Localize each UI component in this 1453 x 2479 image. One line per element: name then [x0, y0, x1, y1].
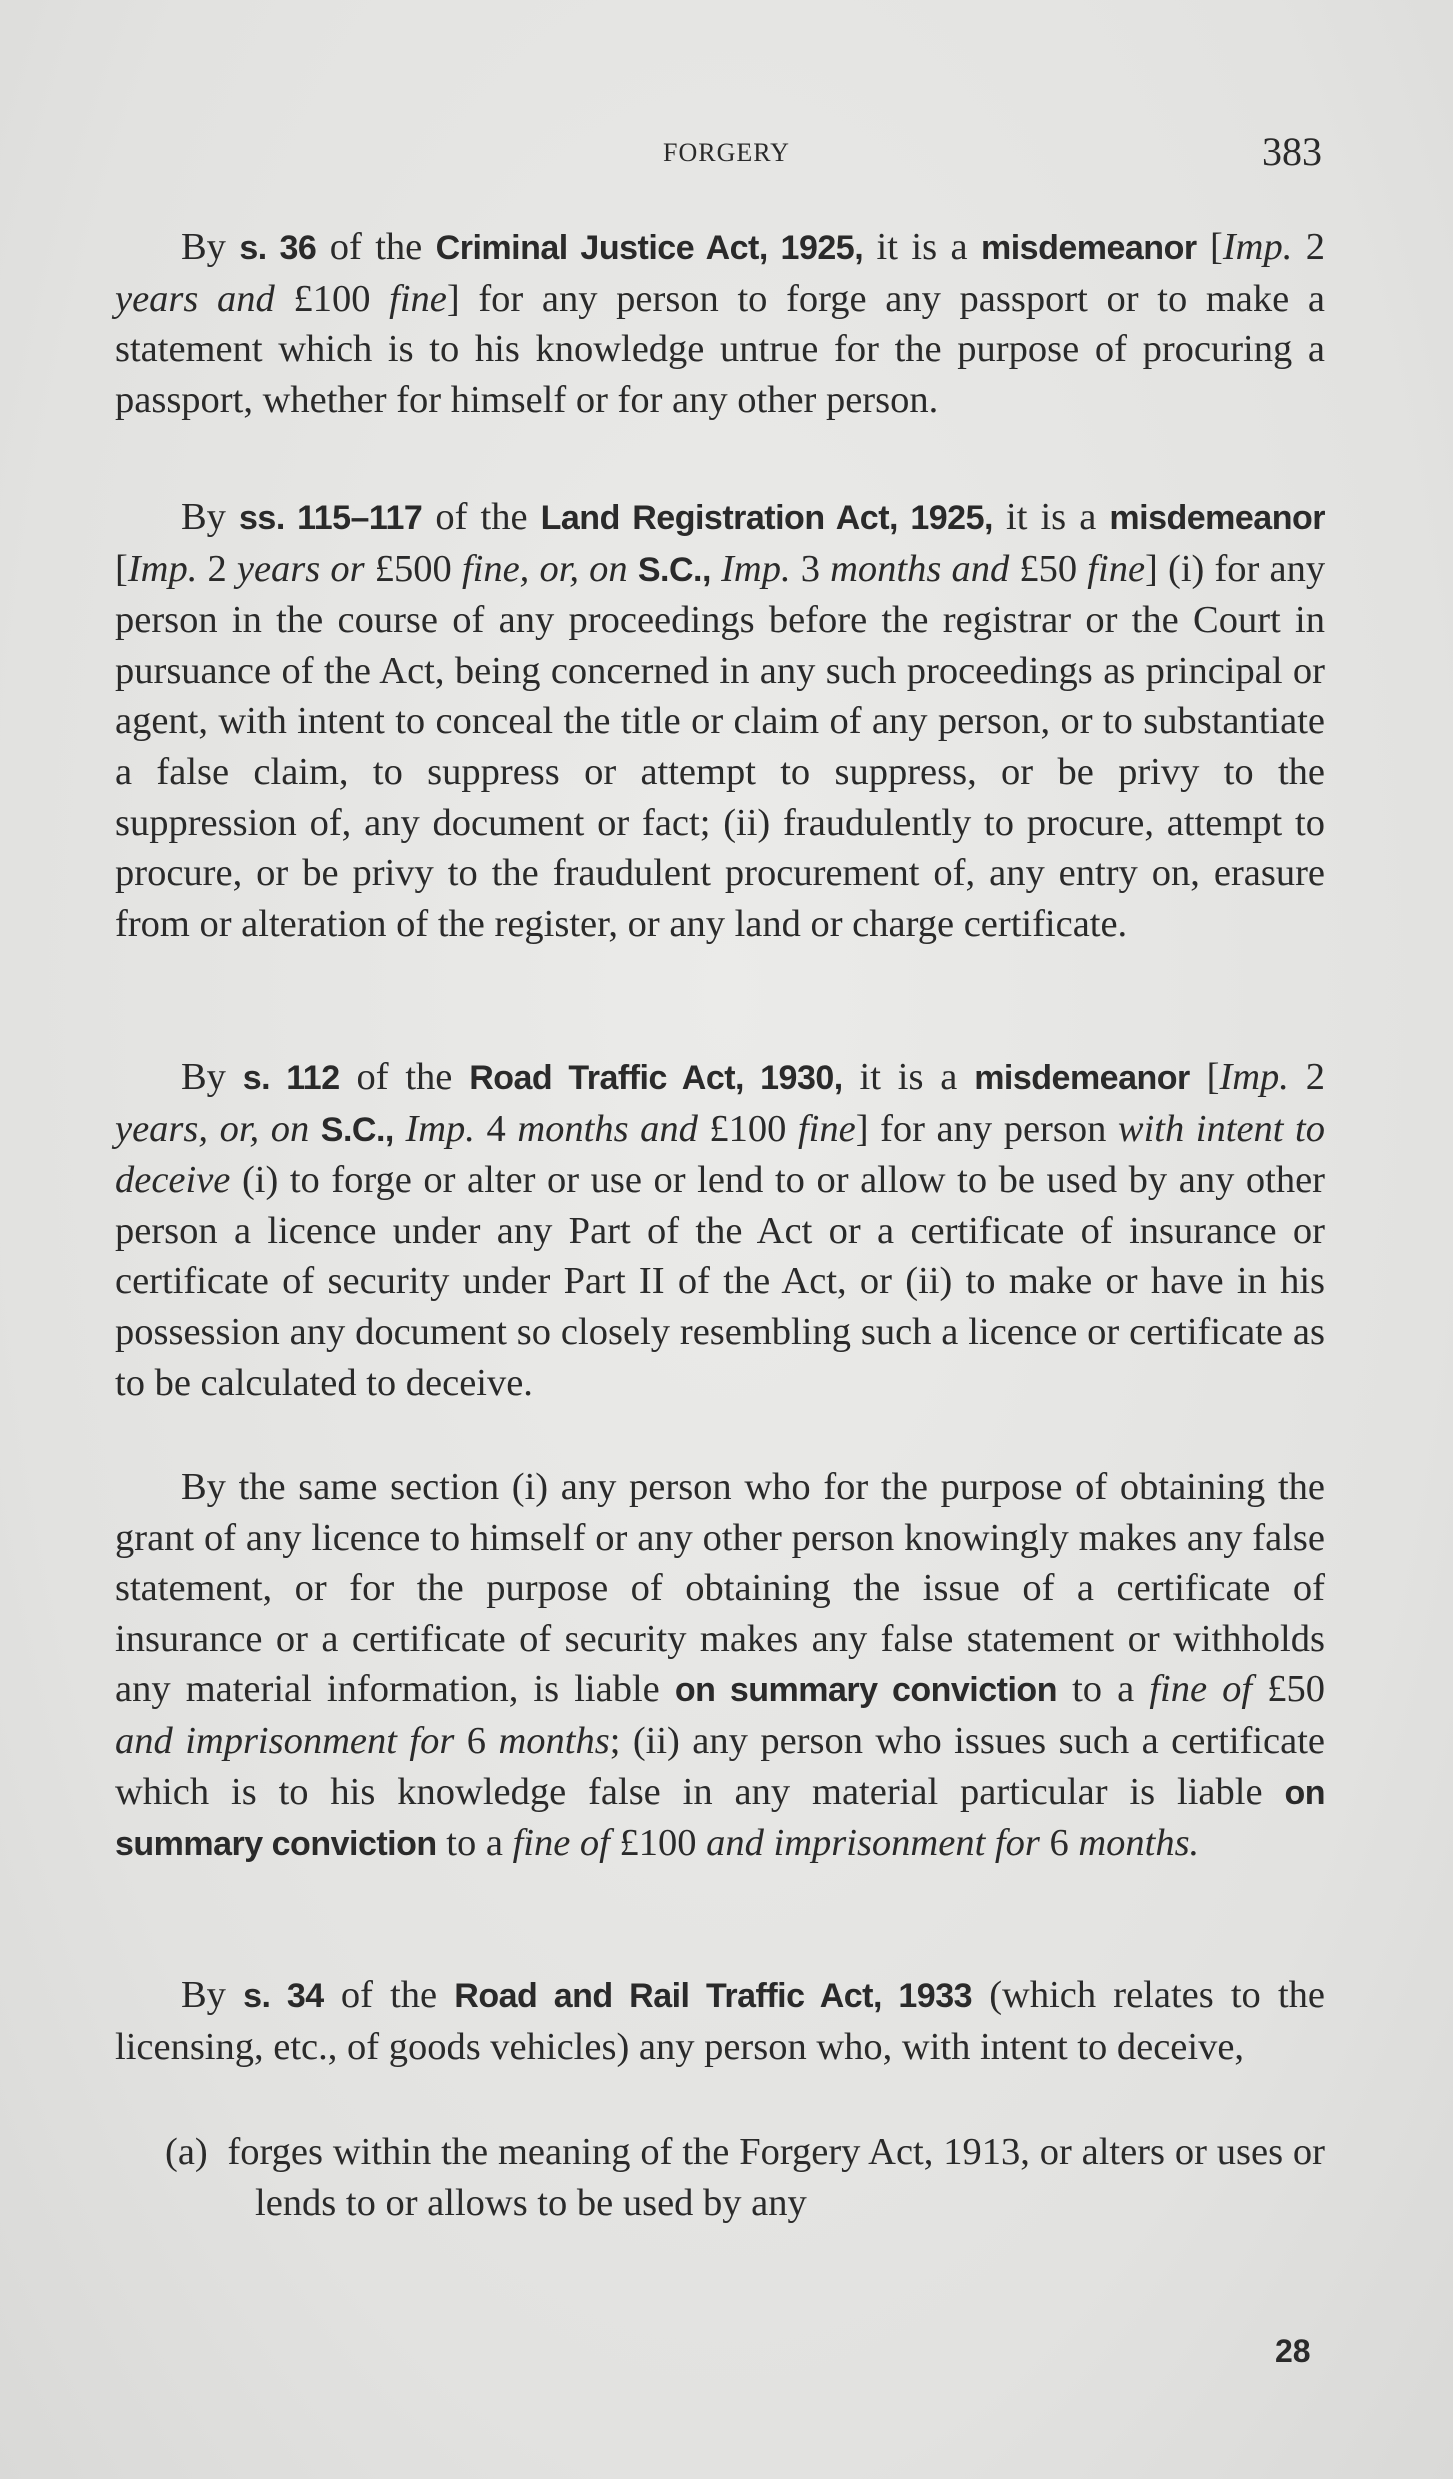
text-run: ] for any person to forge any passport or to make a statement which is to his knowledge untrue for the purpose of procuring a passport, whether for himself or for any other person.: [115, 277, 1325, 421]
italic-text: fine: [1087, 547, 1146, 590]
italic-text: months.: [1078, 1822, 1200, 1865]
paragraph-land-registration: [115, 492, 1325, 949]
paragraph-road-traffic: [115, 1052, 1325, 1408]
running-head: FORGERY: [663, 138, 790, 167]
bold-text: on summary conviction: [674, 1671, 1057, 1710]
text-run: it is a: [992, 496, 1110, 538]
italic-text: with intent to deceive: [115, 1107, 1325, 1202]
bold-text: on summary conviction: [115, 1773, 1325, 1864]
text-run: 6: [1039, 1822, 1079, 1865]
list-item-text: forges within the meaning of the Forgery Act, 1913, or alters or uses or lends to or allows to be used by any: [227, 2131, 1326, 2224]
italic-text: Imp.: [405, 1107, 475, 1150]
page-number: 383: [1262, 129, 1322, 174]
text-run: £100: [609, 1822, 707, 1865]
italic-text: years and: [115, 277, 275, 320]
bold-text: Land Registration Act, 1925,: [540, 499, 993, 537]
bold-text: s. 36: [239, 229, 317, 267]
list-item-a: [115, 2127, 1325, 2228]
italic-text: fine, or, on: [461, 547, 628, 590]
bold-text: Criminal Justice Act, 1925,: [435, 229, 864, 267]
text-run: £50: [1009, 547, 1088, 590]
text-run: [: [1196, 226, 1223, 268]
text-run: 6: [454, 1719, 499, 1762]
text-run: (which relates to the licensing, etc., of goods vehicles) any person who, with intent to deceive,: [115, 1974, 1325, 2068]
bold-text: ss. 115–117: [239, 499, 423, 537]
text-run: it is a: [842, 1056, 975, 1098]
text-run: By: [181, 1056, 243, 1098]
italic-text: and imprisonment for: [115, 1719, 455, 1762]
italic-text: months: [498, 1719, 610, 1762]
italic-text: Imp.: [127, 547, 198, 590]
italic-text: years, or, on: [115, 1107, 310, 1150]
text-run: it is a: [863, 226, 981, 268]
italic-text: months and: [517, 1107, 698, 1150]
italic-text: Imp.: [721, 547, 791, 590]
text-run: to a: [1056, 1668, 1150, 1711]
bold-text: misdemeanor: [974, 1059, 1190, 1097]
text-run: ] (i) for any person in the course of any proceedings before the registrar or the Court in pursuance of the Act, being concerned in any such proceedings as principal or agent, with intent to conceal the title or claim of any person, or to substantiate a false claim, to suppress or attempt to suppress, or be privy to the suppression of, any document or fact; (ii) fraudulently to procure, attempt to procure, or be privy to the fraudulent procurement of, any entry on, erasure from or alteration of the register, or any land or charge certificate.: [115, 547, 1326, 945]
text-run: £500: [364, 547, 462, 590]
text-run: ; (ii) any person who issues such a certificate which is to his knowledge false in any material particular is liable: [115, 1719, 1325, 1813]
text-run: of the: [339, 1056, 470, 1098]
bold-text: S.C.,: [637, 550, 711, 589]
list-marker: (a): [165, 2131, 208, 2173]
text-run: 2: [1288, 1056, 1326, 1098]
paragraph-same-section: [115, 1462, 1325, 1870]
italic-text: Imp.: [1222, 226, 1293, 268]
text-run: 4: [474, 1107, 518, 1150]
bold-text: Road Traffic Act, 1930,: [469, 1059, 843, 1097]
text-run: 3: [790, 547, 831, 590]
text-run: By the same section (i) any person who for the purpose of obtaining the grant of any licence to himself or any other person knowingly makes any false statement, or for the purpose of obtaining the issue of a certificate of insurance or a certificate of security makes any false statement or withholds any material information, is liable: [115, 1466, 1325, 1711]
bold-text: S.C.,: [320, 1110, 394, 1149]
text-run: 2: [1292, 226, 1325, 268]
text-run: £100: [274, 277, 390, 320]
bold-text: misdemeanor: [980, 229, 1197, 267]
text-run: By: [181, 1974, 244, 2016]
text-run: [394, 1108, 406, 1150]
italic-text: and imprisonment for: [706, 1822, 1040, 1865]
italic-text: fine of: [512, 1822, 610, 1865]
text-run: of the: [323, 1974, 455, 2016]
paragraph-passport: [115, 222, 1325, 425]
text-run: ] for any person: [855, 1107, 1118, 1150]
paragraph-road-rail-traffic: [115, 1970, 1325, 2072]
italic-text: Imp.: [1219, 1056, 1289, 1098]
text-run: By: [181, 496, 240, 538]
italic-text: fine of: [1149, 1668, 1253, 1711]
text-run: £50: [1252, 1668, 1326, 1711]
text-run: [309, 1108, 321, 1150]
italic-text: fine: [389, 277, 447, 320]
text-run: (i) to forge or alter or use or lend to or allow to be used by any other person a licence under any Part of the Act or a certificate of insurance or certificate of security under Part II of the Act, or (ii) to make or have in his possession any document so closely resembling such a licence or certificate as to be calculated to deceive.: [115, 1159, 1325, 1404]
text-run: of the: [316, 226, 436, 268]
bold-text: Road and Rail Traffic Act, 1933: [454, 1977, 973, 2015]
text-run: of the: [422, 496, 541, 538]
italic-text: fine: [797, 1107, 856, 1150]
text-run: [628, 548, 638, 590]
signature-mark: 28: [1275, 2333, 1311, 2369]
text-run: 2: [197, 547, 237, 590]
text-run: [: [115, 547, 128, 590]
bold-text: s. 112: [242, 1059, 340, 1097]
text-run: to a: [436, 1822, 513, 1865]
bold-text: s. 34: [243, 1977, 324, 2015]
italic-text: months and: [830, 547, 1010, 590]
italic-text: years or: [236, 547, 365, 590]
bold-text: misdemeanor: [1109, 499, 1325, 537]
text-run: [: [1189, 1056, 1220, 1098]
text-run: £100: [697, 1107, 798, 1150]
text-run: [711, 548, 721, 590]
text-run: By: [181, 226, 240, 268]
